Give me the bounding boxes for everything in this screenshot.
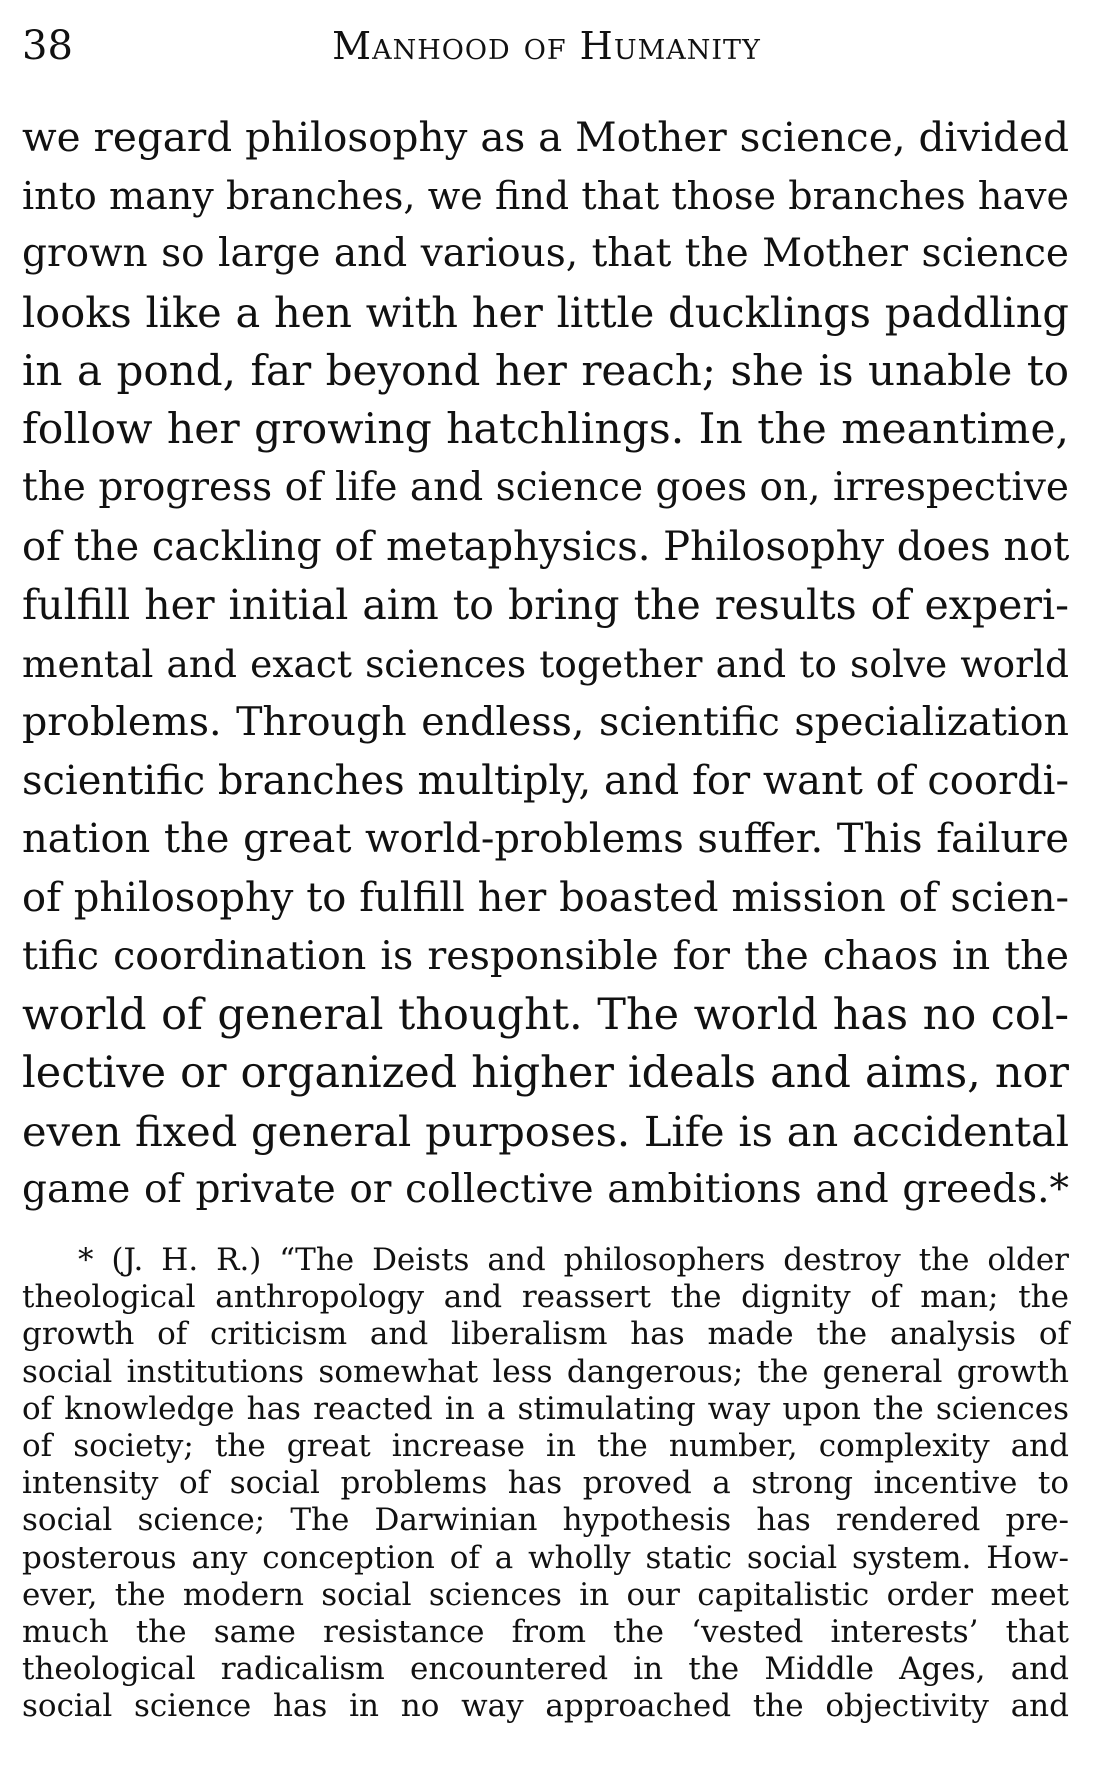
- body-line: in a pond, far beyond her reach; she is unable to: [22, 346, 1069, 395]
- footnote-line: growth of criticism and liberalism has made the analysis of: [22, 1316, 1069, 1353]
- running-title: Manhood of Humanity: [332, 24, 761, 68]
- footnote-line: social science; The Darwinian hypothesis has rendered pre-: [22, 1502, 1069, 1539]
- page-number: 38: [22, 23, 73, 69]
- body-line: mental and exact sciences together and to solve world: [22, 641, 1069, 686]
- body-line: we regard philosophy as a Mother science, divided: [22, 113, 1069, 161]
- body-line: fulfill her initial aim to bring the results of experi-: [22, 581, 1069, 629]
- footnote-line: much the same resistance from the ‘vested interests’ that: [22, 1613, 1069, 1650]
- body-line: scientific branches multiply, and for want of coordi-: [22, 757, 1069, 804]
- body-line: lective or organized higher ideals and aims, nor: [22, 1048, 1069, 1098]
- body-line: nation the great world-problems suffer. This failure: [22, 816, 1069, 862]
- body-line: game of private or collective ambitions and greeds.*: [22, 1167, 1069, 1212]
- footnote-line: theological anthropology and reassert the dignity of man; the: [22, 1279, 1069, 1316]
- body-line: world of general thought. The world has no col-: [22, 989, 1069, 1040]
- body-line: grown so large and various, that the Mother science: [22, 231, 1069, 276]
- footnote-line: theological radicalism encountered in the Middle Ages, and: [22, 1651, 1069, 1688]
- body-line: looks like a hen with her little ducklings paddling: [22, 287, 1069, 337]
- footnote-line: * (J. H. R.) “The Deists and philosophers destroy the older: [78, 1242, 1069, 1278]
- page-header: [22, 18, 1071, 74]
- body-line: of the cackling of metaphysics. Philosophy does not: [22, 523, 1070, 570]
- body-line: tific coordination is responsible for the chaos in the: [22, 933, 1069, 979]
- footnote-line: of society; the great increase in the number, complexity and: [22, 1427, 1069, 1464]
- body-line: into many branches, we find that those branches have: [22, 173, 1069, 218]
- body-line: of philosophy to fulfill her boasted mission of scien-: [22, 874, 1069, 921]
- footnote-line: social institutions somewhat less dangerous; the general growth: [22, 1353, 1069, 1390]
- footnote-line: posterous any conception of a wholly static social system. How-: [22, 1539, 1069, 1576]
- footnote-line: social science has in no way approached the objectivity and: [22, 1688, 1069, 1725]
- body-line: even fixed general purposes. Life is an accidental: [22, 1106, 1069, 1156]
- footnote: [22, 1242, 1069, 1725]
- body-line: problems. Through endless, scientific specialization: [22, 699, 1069, 745]
- body-line: follow her growing hatchlings. In the meantime,: [22, 404, 1069, 454]
- footnote-line: ever, the modern social sciences in our capitalistic order meet: [22, 1576, 1069, 1613]
- body-text: [22, 108, 1069, 1220]
- body-line: the progress of life and science goes on, irrespective: [22, 465, 1069, 510]
- footnote-line: intensity of social problems has proved a strong incentive to: [22, 1465, 1069, 1502]
- footnote-line: of knowledge has reacted in a stimulating way upon the sciences: [22, 1390, 1069, 1427]
